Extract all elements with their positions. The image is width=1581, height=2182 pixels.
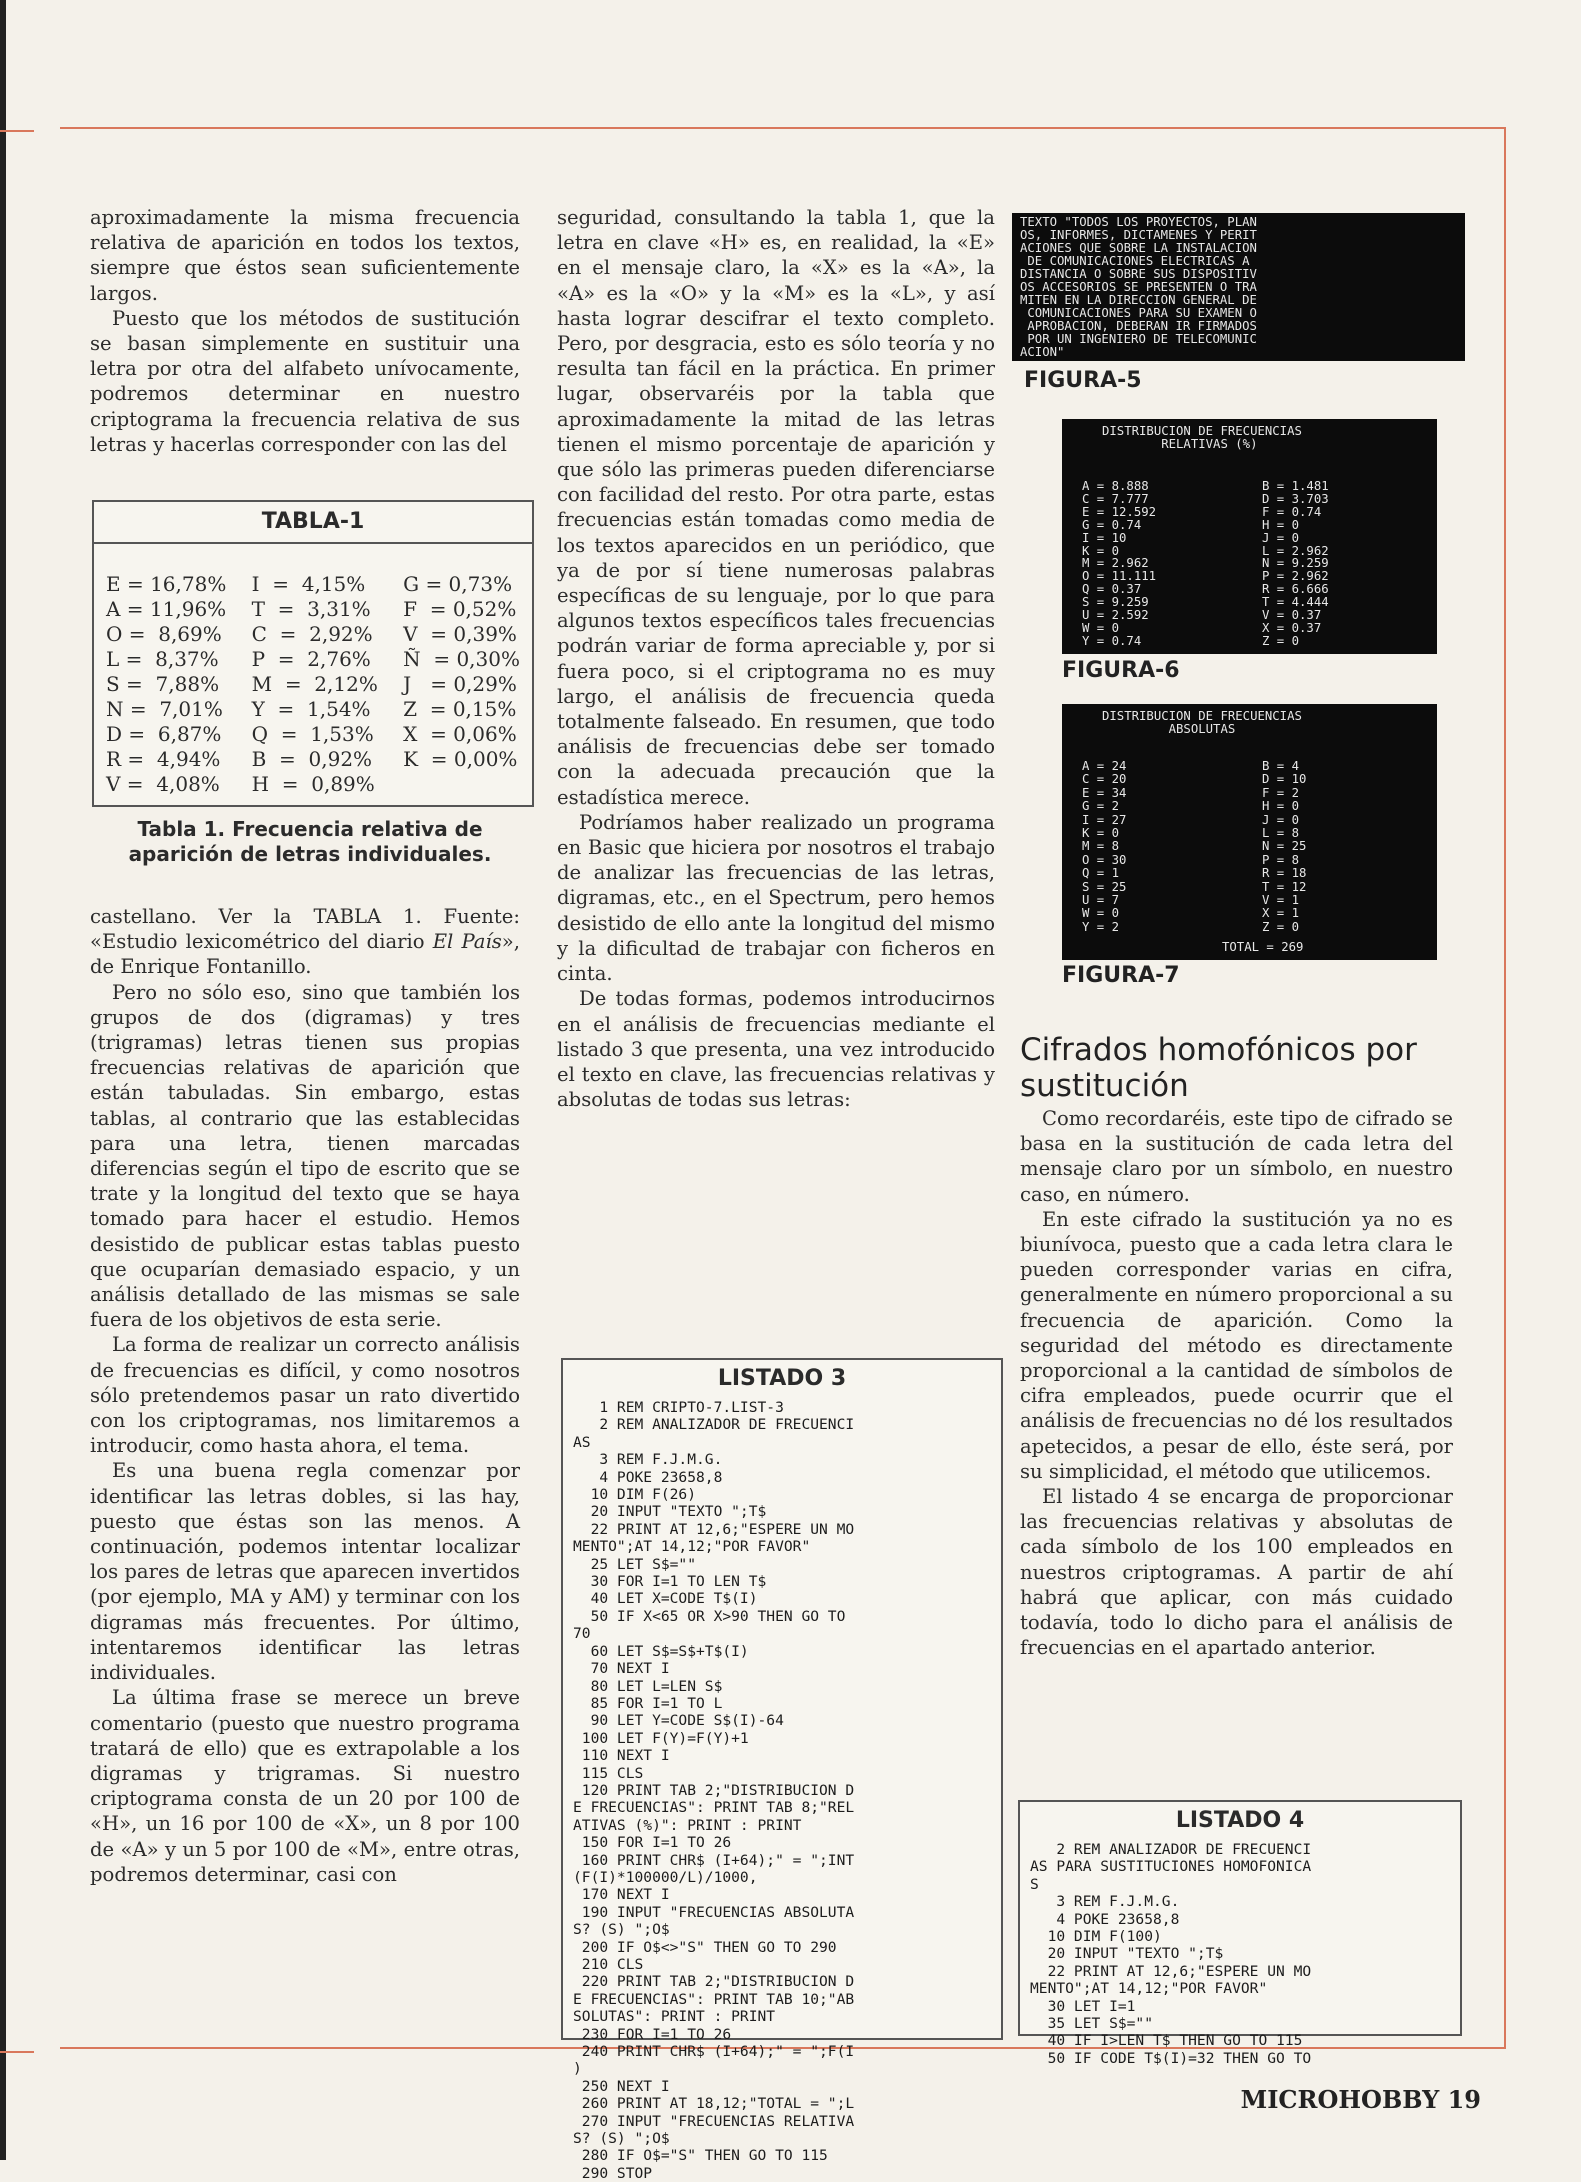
- paragraph: En este cifrado la sustitución ya no es biunívoca, puesto que a cada letra clara le pueden corresponder varias en cifra, generalmente en número proporcional a su frecuencia de aparición. Como la seguridad del método es directamente proporcional a la cantidad de símbolos de cifra empleados, puede ocurrir que el análisis de frecuencias no dé los resultados apetecidos, a pesar de ello, éste será, por su simplicidad, el método que utilicemos.: [1020, 1207, 1453, 1483]
- paragraph: Como recordaréis, este tipo de cifrado se basa en la sustitución de cada letra del mensaje claro por un símbolo, en nuestro caso, en número.: [1020, 1107, 1453, 1206]
- tabla-1-grid: [94, 572, 532, 797]
- right-rule: [1504, 127, 1506, 2049]
- paragraph: Pero no sólo eso, sino que también los grupos de dos (digramas) y tres (trigramas) letras tienen sus propias frecuencias relativas de aparición que están tabuladas. Sin embargo, estas tablas, al contrario que las establecidas para una letra, tienen marcadas diferencias según el tipo de escrito que se trate y la longitud del texto que se haya tomado para hacer el estudio. Hemos desistido de publicar estas tablas puesto que ocuparían demasiado espacio, y un análisis detallado de las mismas se sale fuera de los objetivos de esta serie.: [90, 980, 520, 1332]
- figura-6-right-list: B = 1.481 D = 3.703 F = 0.74 H = 0 J = 0 L = 2.962 N = 9.259 P = 2.962 R = 6.666 T = 4.444 V = 0.37 X = 0.37 Z = 0: [1262, 479, 1329, 648]
- tabla-1-column: E = 16,78% A = 11,96% O = 8,69% L = 8,37% S = 7,88% N = 7,01% D = 6,87% R = 4,94% V = 4,08%: [106, 572, 227, 796]
- tabla-1-caption: Tabla 1. Frecuencia relativa de aparición de letras individuales.: [128, 817, 492, 866]
- paragraph: El listado 4 se encarga de proporcionar las frecuencias relativas y absolutas de cada símbolo de los 100 empleados en nuestros criptogramas. A partir de ahí habrá que aplicar, con más cuidado todavía, todo lo dicho para el análisis de frecuencias en el apartado anterior.: [1020, 1485, 1453, 1660]
- listado-4-code: 2 REM ANALIZADOR DE FRECUENCI AS PARA SUSTITUCIONES HOMOFONICA S 3 REM F.J.M.G. 4 POKE 23658,8 10 DIM F(100) 20 INPUT "TEXTO ";T$ 22 PRINT AT 12,6;"ESPERE UN MO MENTO";AT 14,12;"POR FAVOR" 30 LET I=1 35 LET S$="" 40 IF I>LEN T$ THEN GO TO 115 50 IF CODE T$(I)=32 THEN GO TO: [1030, 1841, 1312, 2067]
- figura-7-title: DISTRIBUCION DE FRECUENCIAS ABSOLUTAS: [1102, 709, 1302, 736]
- page-footer: MICROHOBBY 19: [1240, 2085, 1481, 2114]
- paragraph: Puesto que los métodos de sustitución se basan simplemente en sustituir una letra por otra del alfabeto unívocamente, podremos determinar en nuestro criptograma la frecuencia relativa de sus letras y hacerlas corresponder con las del: [90, 306, 520, 456]
- paragraph: La forma de realizar un correcto análisis de frecuencias es difícil, y como nosotros sólo pretendemos pasar un rato divertido con los criptogramas, nos limitaremos a introducir, como hasta ahora, el tema.: [90, 1333, 520, 1458]
- figura-6-screen: [1062, 419, 1437, 654]
- paragraph-source: castellano. Ver la TABLA 1. Fuente: «Estudio lexicométrico del diario El País», de Enrique Fontanillo.: [90, 905, 520, 979]
- column-3-text: [1020, 1106, 1453, 1660]
- figura-6-left-list: A = 8.888 C = 7.777 E = 12.592 G = 0.74 I = 10 K = 0 M = 2.962 O = 11.111 Q = 0.37 S = 9.259 U = 2.592 W = 0 Y = 0.74: [1082, 479, 1157, 648]
- column-1-top: [90, 205, 520, 457]
- margin-tick: [0, 2051, 34, 2053]
- listado-4-box: [1018, 1800, 1462, 2067]
- page-binding-edge: [0, 0, 6, 2160]
- paragraph: seguridad, consultando la tabla 1, que la letra en clave «H» es, en realidad, la «E» en el mensaje claro, la «X» es la «A», la «A» es la «O» y la «M» es la «L», y así hasta lograr descifrar el texto completo. Pero, por desgracia, esto es sólo teoría y no resulta tan fácil en la práctica. En primer lugar, observaréis por la tabla que aproximadamente la mitad de las letras tienen el mismo porcentaje de aparición y que sólo las primeras pueden diferenciarse con facilidad del resto. Por otra parte, estas frecuencias están tomadas como media de los textos aparecidos en un periódico, que ya de por sí tiene numerosas palabras específicas de su lenguaje, por lo que para algunos textos específicos tales frecuencias podrán variar de forma apreciable y, por si fuera poco, si el criptograma no es muy largo, el análisis de frecuencia queda totalmente falseado. En resumen, que todo análisis de frecuencias debe ser tomado con la adecuada precaución que la estadística merece.: [557, 206, 995, 809]
- paragraph: Es una buena regla comenzar por identificar las letras dobles, si las hay, puesto que éstas son las menos. A continuación, podemos intentar localizar los pares de letras que aparecen invertidos (por ejemplo, MA y AM) y terminar con los digramas más frecuentes. Por último, intentaremos identificar las letras individuales.: [90, 1459, 520, 1685]
- listado-3-title: LISTADO 3: [717, 1366, 847, 1391]
- top-rule: [60, 127, 1506, 129]
- figura-5-label: FIGURA-5: [1024, 368, 1142, 393]
- tabla-1-column: G = 0,73% F = 0,52% V = 0,39% Ñ = 0,30% J = 0,29% Z = 0,15% X = 0,06% K = 0,00%: [403, 572, 520, 771]
- figura-7-left-list: A = 24 C = 20 E = 34 G = 2 I = 27 K = 0 M = 8 O = 30 Q = 1 S = 25 U = 7 W = 0 Y = 2: [1082, 759, 1127, 934]
- paragraph: Podríamos haber realizado un programa en Basic que hiciera por nosotros el trabajo de analizar las frecuencias de las letras, digramas, etc., en el Spectrum, pero hemos desistido de ello ante la longitud del mismo y la dificultad de trabajar con ficheros en cinta.: [557, 810, 995, 986]
- tabla-1-column: I = 4,15% T = 3,31% C = 2,92% P = 2,76% M = 2,12% Y = 1,54% Q = 1,53% B = 0,92% H = 0,89%: [251, 572, 378, 796]
- figura-6-label: FIGURA-6: [1062, 658, 1180, 683]
- figura-6-title: DISTRIBUCION DE FRECUENCIAS RELATIVAS (%): [1102, 424, 1302, 451]
- figura-7-total: TOTAL = 269: [1222, 940, 1304, 954]
- listado-3-code: 1 REM CRIPTO-7.LIST-3 2 REM ANALIZADOR DE FRECUENCI AS 3 REM F.J.M.G. 4 POKE 23658,8 10 DIM F(26) 20 INPUT "TEXTO ";T$ 22 PRINT AT 12,6;"ESPERE UN MO MENTO";AT 14,12;"POR FAVOR" 25 LET S$="" 30 FOR I=1 TO LEN T$ 40 LET X=CODE T$(I) 50 IF X<65 OR X>90 THEN GO TO 70 60 LET S$=S$+T$(I) 70 NEXT I 80 LET L=LEN S$ 85 FOR I=1 TO L 90 LET Y=CODE S$(I)-64 100 LET F(Y)=F(Y)+1 110 NEXT I 115 CLS 120 PRINT TAB 2;"DISTRIBUCION D E FRECUENCIAS": PRINT TAB 8;"REL ATIVAS (%)": PRINT : PRINT 150 FOR I=1 TO 26 160 PRINT CHR$ (I+64);" = ";INT (F(I)*100000/L)/1000, 170 NEXT I 190 INPUT "FRECUENCIAS ABSOLUTA S? (S) ";O$ 200 IF O$<>"S" THEN GO TO 290 210 CLS 220 PRINT TAB 2;"DISTRIBUCION D E FRECUENCIAS": PRINT TAB 10;"AB SOLUTAS": PRINT : PRINT 230 FOR I=1 TO 26 240 PRINT CHR$ (I+64);" = ";F(I ) 250 NEXT I 260 PRINT AT 18,12;"TOTAL = ";L 270 INPUT "FRECUENCIAS RELATIVA S? (S) ";O$ 280 IF O$="S" THEN GO TO 115 290 STOP: [573, 1399, 855, 2182]
- figura-7-screen: [1062, 704, 1437, 960]
- column-1-bottom: [90, 904, 520, 1887]
- figura-7-right-list: B = 4 D = 10 F = 2 H = 0 J = 0 L = 8 N = 25 P = 8 R = 18 T = 12 V = 1 X = 1 Z = 0: [1262, 759, 1307, 934]
- section-heading: Cifrados homofónicos por sustitución: [1020, 1032, 1417, 1104]
- newspaper-title: El País: [432, 930, 502, 954]
- column-2-top: [557, 205, 995, 1112]
- figura-5-screen: TEXTO "TODOS LOS PROYECTOS, PLAN OS, INFORMES, DICTAMENES Y PERIT ACIONES QUE SOBRE LA INSTALACION DE COMUNICACIONES ELECTRICAS A DISTANCIA O SOBRE SUS DISPOSITIV OS ACCESORIOS SE PRESENTEN O TRA MITEN EN LA DIRECCION GENERAL DE COMUNICACIONES PARA SU EXAMEN O APROBACION, DEBERAN IR FIRMADOS POR UN INGENIERO DE TELECOMUNIC ACION": [1012, 213, 1465, 361]
- listado-3-box: [561, 1358, 1003, 2182]
- paragraph: La última frase se merece un breve comentario (puesto que nuestro programa tratará de ello) que es extrapolable a los digramas y trigramas. Si nuestro criptograma consta de un 20 por 100 de «H», un 16 por 100 de «X», un 8 por 100 de «A» y un 5 por 100 de «M», entre otras, podremos determinar, casi con: [90, 1686, 520, 1886]
- margin-tick: [0, 130, 34, 132]
- tabla-1-box: [92, 500, 534, 807]
- paragraph: aproximadamente la misma frecuencia relativa de aparición en todos los textos, siempre que éstos sean suficientemente largos.: [90, 206, 520, 305]
- figura-7-label: FIGURA-7: [1062, 963, 1180, 988]
- tabla-1-title: TABLA-1: [261, 509, 365, 534]
- paragraph: De todas formas, podemos introducirnos en el análisis de frecuencias mediante el listado 3 que presenta, una vez introducido el texto en clave, las frecuencias relativas y absolutas de todas sus letras:: [557, 987, 995, 1112]
- listado-4-title: LISTADO 4: [1175, 1808, 1305, 1833]
